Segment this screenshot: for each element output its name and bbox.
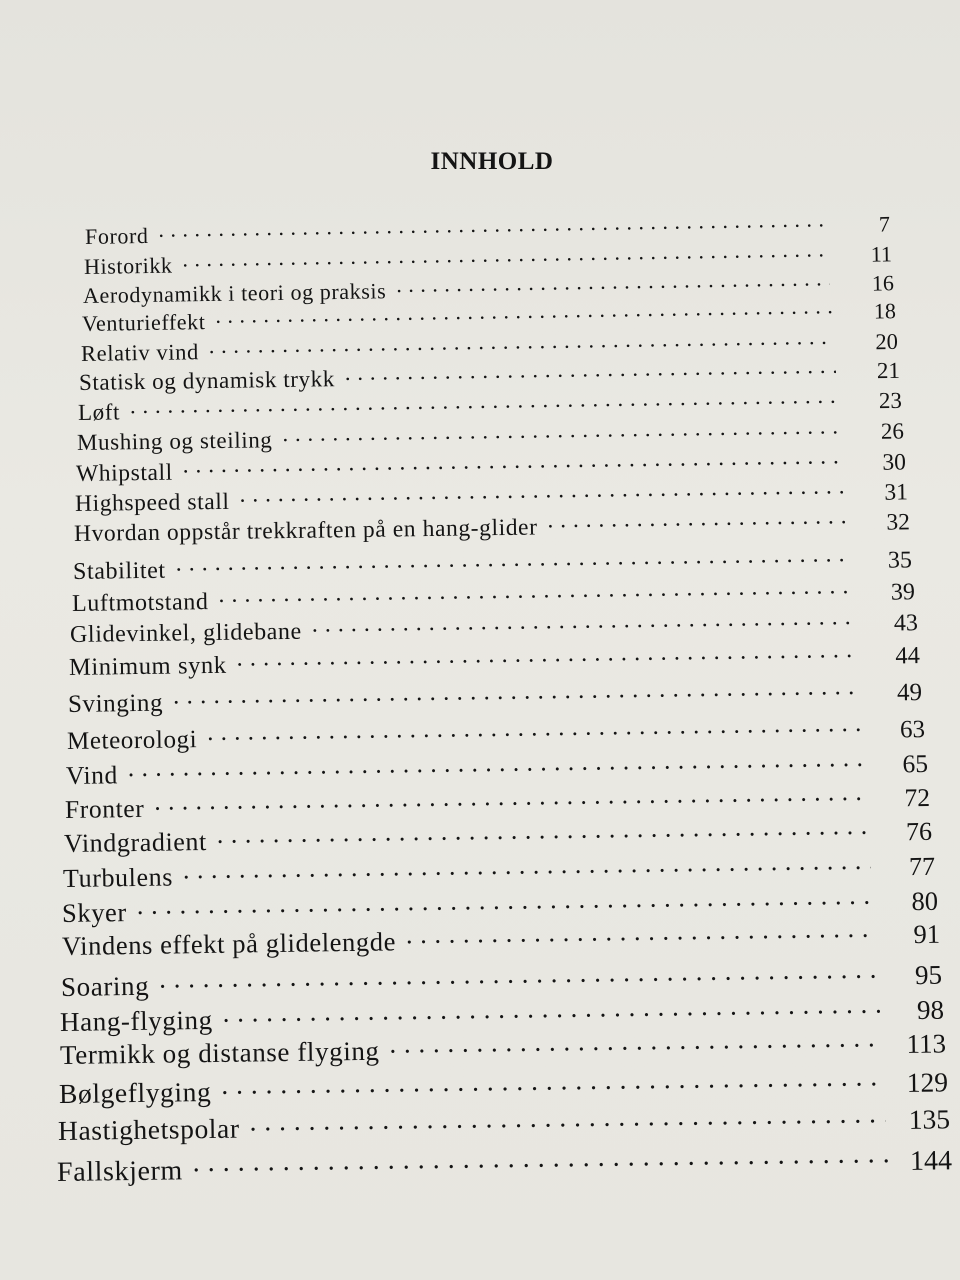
toc-entry-title: Minimum synk [68,651,227,681]
toc-entry-page-number: 35 [887,547,913,575]
toc-entry-page-number: 30 [882,449,907,476]
toc-entry-page-number: 44 [895,642,921,670]
toc-entry-page-number: 77 [908,851,936,881]
dot-leader [207,710,861,747]
toc-entry-page-number: 26 [880,418,905,445]
toc-entry-title: Whipstall [75,459,173,487]
toc-heading: INNHOLD [430,148,554,175]
toc-entry-title: Fallskjerm [56,1155,183,1188]
toc-entry-title: Vind [65,760,119,791]
dot-leader [547,504,846,534]
toc-entry-title: Aerodynamikk i teori og praksis [82,278,387,309]
toc-entry-page-number: 49 [896,678,923,706]
toc-entry-page-number: 20 [875,328,899,354]
toc-entry-page-number: 21 [876,358,901,384]
toc-entry-title: Svinging [67,689,164,718]
dot-leader [159,955,878,995]
toc-entry-title: Turbulens [62,862,174,893]
toc-entry-title: Hvordan oppstår trekkraften på en hang-glider [73,514,538,547]
toc-entry-title: Forord [84,223,149,250]
toc-entry-page-number: 95 [914,959,943,990]
toc-entry-page-number: 91 [913,918,941,950]
toc-entry-title: Termikk og distanse flyging [59,1035,380,1070]
toc-entry-page-number: 135 [908,1103,951,1136]
toc-entry-page-number: 16 [871,270,895,296]
toc-entry-title: Vindens effekt på glidelengde [61,926,397,962]
toc-entry-title: Vindgradient [63,826,208,858]
dot-leader [389,1023,882,1059]
toc-entry-page-number: 76 [905,816,933,846]
toc-entry-title: Statisk og dynamisk trykk [78,366,336,396]
toc-entry-page-number: 129 [906,1066,949,1099]
toc-entry-title: Stabilitet [72,558,166,586]
toc-entry-page-number: 144 [909,1145,953,1177]
toc-entry-title: Relativ vind [80,339,200,366]
toc-entry-page-number: 43 [893,610,919,637]
toc-entry-title: Historikk [83,252,173,280]
toc-entry-title: Luftmotstand [71,589,209,618]
toc-entry-page-number: 7 [878,211,891,237]
toc-entry-page-number: 11 [870,241,893,267]
toc-entry-title: Hastighetspolar [57,1112,240,1147]
toc-entry-title: Bølgeflyging [58,1076,212,1110]
dot-leader [175,542,848,578]
toc-entry-title: Hang-flyging [59,1004,213,1037]
toc-entry-page-number: 65 [902,749,929,779]
toc-entry-page-number: 32 [886,509,911,536]
toc-entry-page-number: 113 [906,1028,947,1059]
toc-entry-page-number: 39 [890,579,916,606]
toc-entry [57,1138,952,1189]
toc-entry-page-number: 80 [911,885,939,917]
toc-entry-title: Venturieffekt [81,309,206,337]
dot-leader [193,1139,889,1179]
toc-entry-title: Løft [77,399,121,426]
toc-entry-title: Meteorologi [66,725,198,755]
toc-entry-title: Fronter [64,793,145,825]
toc-entry-page-number: 23 [878,388,903,414]
toc-entry-page-number: 18 [873,298,897,324]
toc-entry-page-number: 98 [916,994,945,1025]
toc-entry-title: Skyer [61,897,128,929]
toc-entry-title: Mushing og steiling [76,427,273,456]
dot-leader [221,1062,884,1101]
toc-entry-title: Soaring [60,970,150,1002]
dot-leader [406,915,876,951]
toc-entry-page-number: 31 [884,479,909,506]
toc-entry-page-number: 72 [904,782,931,813]
toc-entry-page-number: 63 [899,715,926,743]
dot-leader [158,208,826,243]
toc-entry-title: Glidevinkel, glidebane [69,619,303,649]
toc-entry-title: Highspeed stall [74,488,230,517]
